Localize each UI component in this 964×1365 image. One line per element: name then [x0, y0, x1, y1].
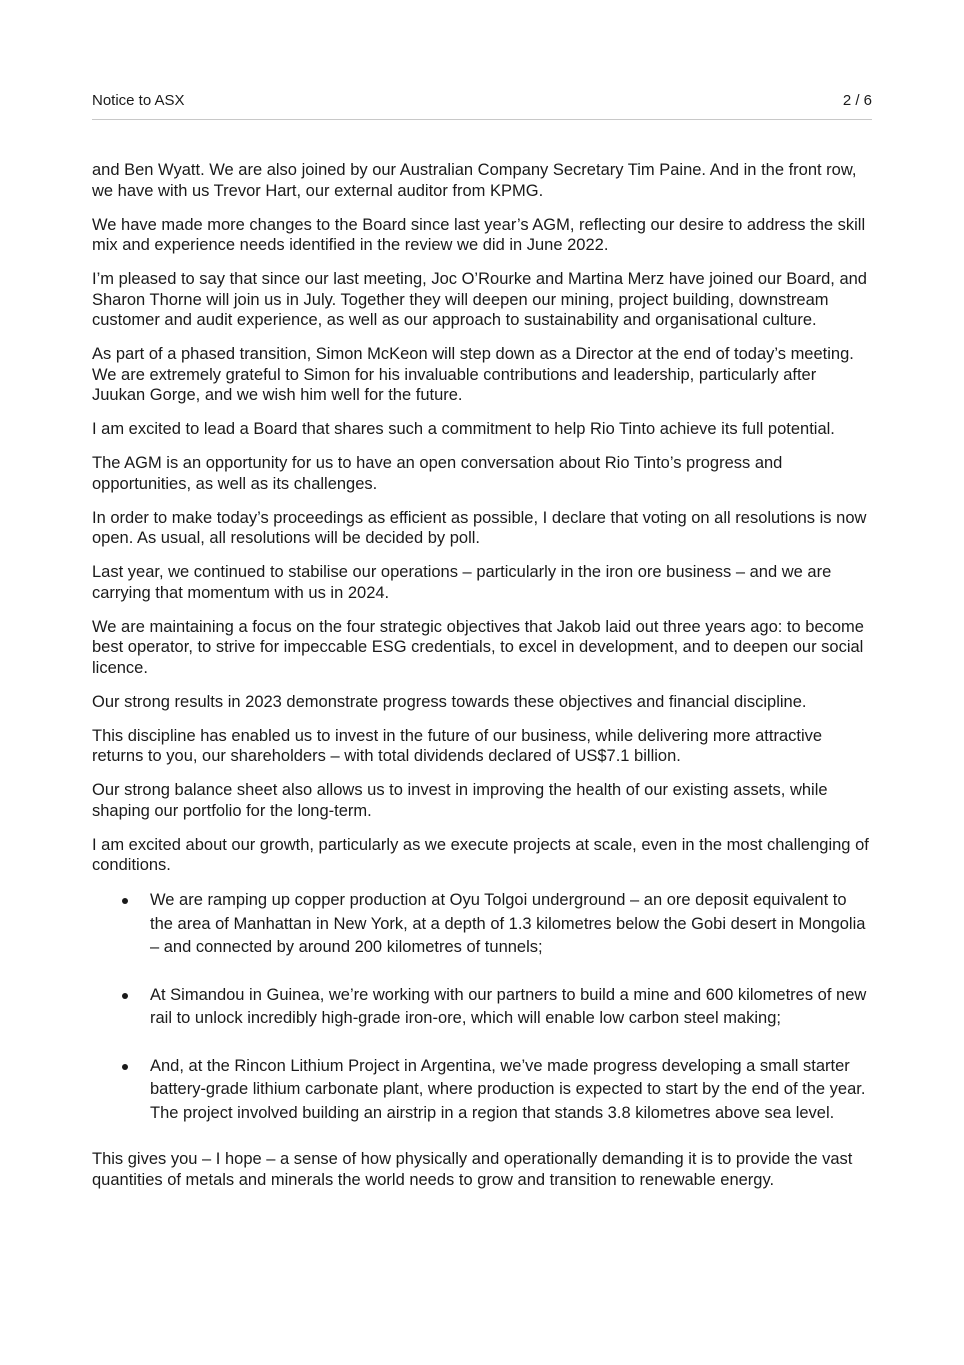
paragraph: I’m pleased to say that since our last meeting, Joc O’Rourke and Martina Merz have joined our Board, and Sharon Thorne will join us in July. Together they will deepen our mining, project building, downstream customer and audit experience, as well as our approach to sustainability and organisational culture.: [92, 270, 867, 329]
bullet-item: And, at the Rincon Lithium Project in Argentina, we’ve made progress developing a small starter battery-grade lithium carbonate plant, where production is expected to start by the end of the year. The project involved building an airstrip in a region that stands 3.8 kilometres above sea level.: [92, 1055, 872, 1126]
page-number: 2 / 6: [842, 92, 872, 109]
paragraph: Our strong results in 2023 demonstrate progress towards these objectives and financial discipline.: [92, 692, 807, 711]
bullet-item: We are ramping up copper production at Oyu Tolgoi underground – an ore deposit equivalent to the area of Manhattan in New York, at a depth of 1.3 kilometres below the Gobi desert in Mongolia – and connected by around 200 kilometres of tunnels;: [92, 889, 872, 960]
paragraph: This discipline has enabled us to invest in the future of our business, while delivering more attractive returns to you, our shareholders – with total dividends declared of US$7.1 billion.: [92, 726, 823, 765]
paragraph: We are maintaining a focus on the four strategic objectives that Jakob laid out three years ago: to become best operator, to strive for impeccable ESG credentials, to excel in development, and to deepen our social licence.: [92, 617, 864, 677]
bullet-item: At Simandou in Guinea, we’re working with our partners to build a mine and 600 kilometres of new rail to unlock incredibly high-grade iron-ore, which will enable low carbon steel making;: [92, 984, 872, 1031]
paragraph: I am excited to lead a Board that shares such a commitment to help Rio Tinto achieve its full potential.: [92, 420, 835, 438]
paragraph: We have made more changes to the Board since last year’s AGM, reflecting our desire to address the skill mix and experience needs identified in the review we did in June 2022.: [92, 215, 866, 254]
bullet-list: [92, 889, 872, 1125]
page-header: [92, 92, 872, 120]
paragraph: I am excited about our growth, particularly as we execute projects at scale, even in the most challenging of conditions.: [92, 835, 869, 874]
paragraph: and Ben Wyatt. We are also joined by our Australian Company Secretary Tim Paine. And in the front row, we have with us Trevor Hart, our external auditor from KPMG.: [92, 161, 857, 200]
paragraph: As part of a phased transition, Simon McKeon will step down as a Director at the end of today’s meeting. We are extremely grateful to Simon for his invaluable contributions and leadership, particularly after Juukan Gorge, and we wish him well for the future.: [92, 345, 854, 404]
paragraph: Our strong balance sheet also allows us to invest in improving the health of our existing assets, while shaping our portfolio for the long-term.: [92, 781, 828, 820]
paragraph: This gives you – I hope – a sense of how physically and operationally demanding it is to provide the vast quantities of metals and minerals the world needs to grow and transition to renewable energy.: [92, 1150, 853, 1189]
document-body: [92, 160, 872, 1204]
paragraph: Last year, we continued to stabilise our operations – particularly in the iron ore business – and we are carrying that momentum with us in 2024.: [92, 563, 832, 602]
paragraph: The AGM is an opportunity for us to have an open conversation about Rio Tinto’s progress and opportunities, as well as its challenges.: [92, 454, 783, 493]
paragraph: In order to make today’s proceedings as efficient as possible, I declare that voting on all resolutions is now open. As usual, all resolutions will be decided by poll.: [92, 508, 867, 547]
document-title: Notice to ASX: [92, 92, 185, 109]
